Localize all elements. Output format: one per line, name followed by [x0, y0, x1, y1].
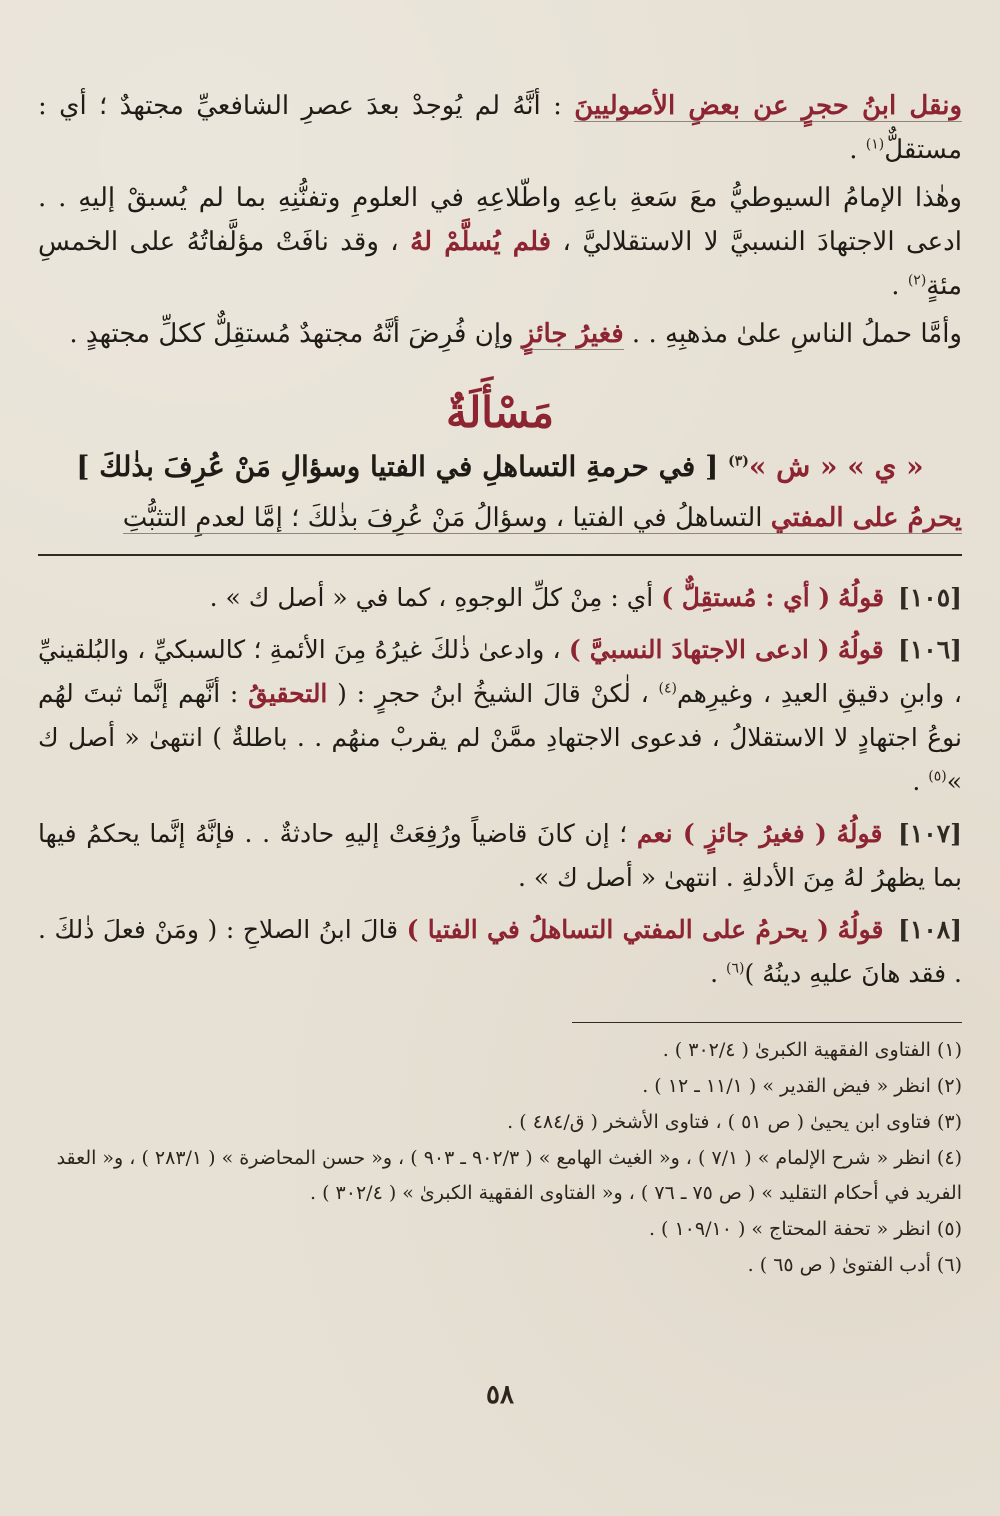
- item-lead: قولُهُ: [836, 819, 883, 848]
- footnote-4: (٤) انظر « شرح الإلمام » ( ٧/١ ) ، و« الغيث الهامع » ( ٩٠٢/٣ ـ ٩٠٣ ) ، و« حسن المحاضرة » ( ٢٨٣/١ ) ، و« العقد الفريد في أحكام التقليد » ( ص ٧٥ ـ ٧٦ ) ، و« الفتاوى الفقهية الكبرىٰ » ( ٣٠٢/٤ ) .: [56, 1147, 962, 1204]
- paragraph-text: : أنَّهُ لم يُوجدْ بعدَ عصرِ الشافعيِّ مجتهدٌ ؛ أي : مستقلٌّ: [38, 91, 962, 165]
- footnote-ref-4: (٤): [658, 680, 677, 697]
- item-end: .: [710, 959, 727, 988]
- paragraph-text: وإن فُرِضَ أنَّهُ مجتهدٌ مُستقِلٌّ ككلِّ مجتهدٍ .: [69, 319, 522, 349]
- item-text: قالَ ابنُ الصلاحِ : ( ومَنْ فعلَ ذٰلكَ . . فقد هانَ عليهِ دينُهُ ): [38, 915, 962, 988]
- item-text: ؛ إن كانَ قاضياً ورُفِعَتْ إليهِ حادثةٌ . . فإنَّهُ إنَّما يحكمُ فيها بما يظهرُ لهُ مِنَ الأدلةِ . انتهىٰ « أصل ك » .: [38, 819, 962, 892]
- item-lead: قولُهُ: [837, 915, 884, 944]
- footnote-ref-5: (٥): [928, 768, 947, 785]
- paragraph-madhhab: [38, 312, 962, 356]
- footnote-ref-2: (٢): [907, 272, 927, 289]
- main-divider: [38, 554, 962, 556]
- footnote-divider: [572, 1022, 962, 1023]
- item-quote: ( أي : مُستقِلٌّ ): [661, 583, 831, 612]
- section-paragraph: [38, 496, 962, 540]
- commentary-item-108: [38, 908, 962, 996]
- commentary-item-105: [38, 576, 962, 620]
- highlighted-phrase: يحرمُ على المفتي: [770, 503, 962, 533]
- highlighted-phrase: ونقل ابنُ حجرٍ عن بعضِ الأصوليينَ: [574, 91, 962, 121]
- footnote-2: (٢) انظر « فيض القدير » ( ١١/١ ـ ١٢ ) .: [642, 1075, 962, 1097]
- main-text: [38, 84, 962, 356]
- item-term: التحقيقُ: [248, 679, 328, 708]
- item-end: .: [912, 767, 929, 796]
- footnote-ref-6: (٦): [726, 960, 745, 977]
- item-number: [١٠٧]: [898, 819, 963, 848]
- item-number: [١٠٨]: [898, 915, 963, 944]
- item-quote: ( ادعى الاجتهادَ النسبيَّ ): [568, 635, 830, 664]
- item-lead: قولُهُ: [837, 635, 884, 664]
- item-text: : أنَّهم إنَّما ثبتَ لهُم نوعُ اجتهادٍ لا الاستقلالُ ، فدعوى الاجتهادِ ممَّنْ لم يقربْ منهُم . . باطلةٌ ) انتهىٰ « أصل ك »: [38, 679, 962, 796]
- paragraph-end: .: [891, 271, 908, 301]
- commentary-item-107: [38, 812, 962, 900]
- item-lead: قولُهُ: [838, 583, 885, 612]
- item-number: [١٠٦]: [898, 635, 962, 664]
- footnote-1: (١) الفتاوى الفقهية الكبرىٰ ( ٣٠٢/٤ ) .: [662, 1039, 962, 1061]
- section-subheading: [38, 446, 962, 488]
- paragraph-text: وأمَّا حملُ الناسِ علىٰ مذهبِهِ . .: [623, 319, 962, 349]
- paragraph-ibn-hajar: [38, 84, 962, 172]
- item-text: ، لٰكنْ قالَ الشيخُ ابنُ حجرٍ : (: [327, 679, 659, 708]
- commentary-item-106: [38, 628, 962, 804]
- paragraph-text: وهٰذا الإمامُ السيوطيُّ معَ سَعةِ باعِهِ واطّلاعِهِ في العلومِ وتفنُّنِهِ بما لم يُسبقْ إليهِ . . ادعى الاجتهادَ النسبيَّ لا الاستقلاليَّ ،: [38, 183, 962, 257]
- item-text: أي : مِنْ كلِّ الوجوهِ ، كما في « أصل ك » .: [209, 583, 654, 612]
- paragraph-end: .: [849, 135, 866, 165]
- commentary-section: [38, 576, 962, 996]
- page-number: ٥٨: [486, 1380, 514, 1410]
- highlighted-phrase: فلم يُسلَّمْ لهُ: [410, 227, 552, 257]
- item-quote: ( فغيرُ جائزٍ ) نعم: [636, 819, 827, 848]
- subheading-prefix: « ي » « ش »: [748, 450, 924, 483]
- footnote-3: (٣) فتاوى ابن يحيىٰ ( ص ٥١ ) ، فتاوى الأشخر ( ق/٤٨٤ ) .: [507, 1111, 962, 1133]
- section-body: [38, 496, 962, 540]
- paragraph-suyuti: [38, 176, 962, 308]
- item-text: ، وادعىٰ ذٰلكَ غيرُهُ مِنَ الأئمةِ ؛ كالسبكيِّ ، والبُلقينيِّ ، وابنِ دقيقِ العيدِ ، وغيرِهم: [38, 635, 962, 708]
- footnote-ref-1: (١): [865, 136, 885, 153]
- section-heading: مَسْأَلَةٌ: [445, 388, 555, 437]
- footnote-6: (٦) أدب الفتوىٰ ( ص ٦٥ ) .: [747, 1254, 962, 1276]
- highlighted-phrase: فغيرُ جائزٍ: [521, 319, 624, 349]
- footnote-5: (٥) انظر « تحفة المحتاج » ( ١٠٩/١٠ ) .: [648, 1218, 962, 1240]
- item-number: [١٠٥]: [898, 583, 962, 612]
- item-quote: ( يحرمُ على المفتي التساهلُ في الفتيا ): [406, 915, 829, 944]
- footnotes: [38, 1033, 962, 1283]
- subheading-text: [ في حرمةِ التساهلِ في الفتيا وسؤالِ مَنْ عُرِفَ بذٰلكَ ]: [76, 450, 729, 483]
- footnote-ref-3: (٣): [728, 453, 749, 470]
- paragraph-text: ، وقد نافَتْ مؤلَّفاتُهُ على الخمسِ مئةٍ: [38, 227, 962, 301]
- section-text: التساهلُ في الفتيا ، وسؤالُ مَنْ عُرِفَ بذٰلكَ ؛ إمَّا لعدمِ التثبُّتِ: [122, 503, 771, 533]
